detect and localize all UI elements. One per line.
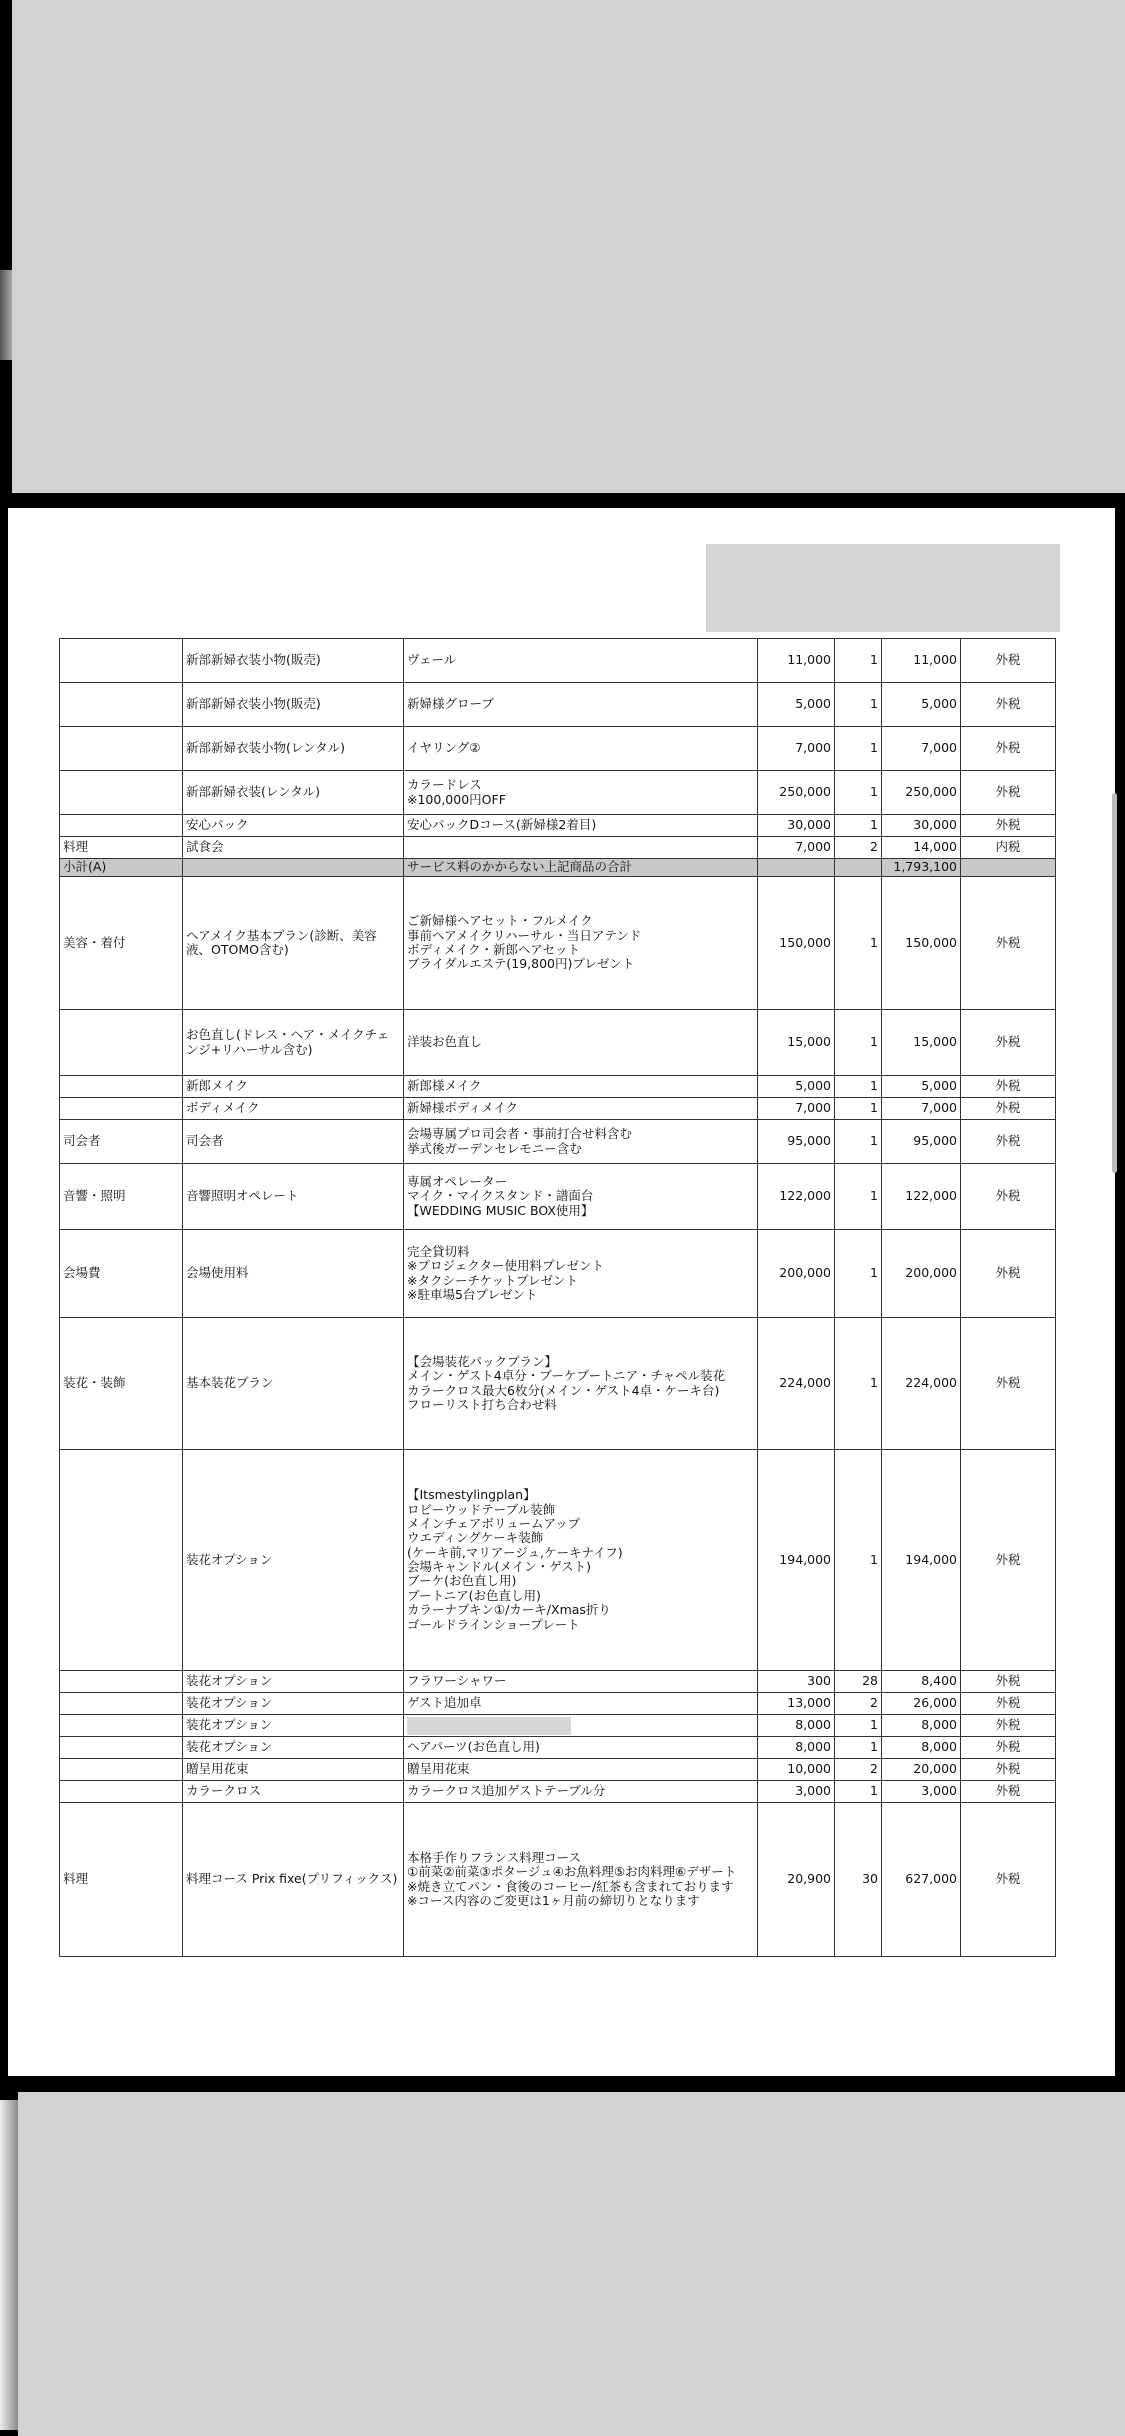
category-cell: [60, 1759, 183, 1781]
table-row: [60, 1671, 1056, 1693]
qty-cell: 1: [835, 727, 882, 771]
item-cell: 安心パック: [183, 815, 404, 837]
amount-cell: 7,000: [882, 727, 961, 771]
subtotal-label: 小計(A): [60, 859, 183, 877]
tax-cell: 外税: [961, 1803, 1056, 1957]
category-cell: [60, 1010, 183, 1076]
price-cell: 13,000: [758, 1693, 835, 1715]
edge-shadow: [0, 2100, 18, 2430]
tax-cell: 外税: [961, 877, 1056, 1010]
tax-cell: 外税: [961, 1318, 1056, 1450]
qty-cell: 1: [835, 771, 882, 815]
amount-cell: 150,000: [882, 877, 961, 1010]
desc-cell: 贈呈用花束: [404, 1759, 758, 1781]
desc-cell: 新婦様ボディメイク: [404, 1098, 758, 1120]
qty-cell: 1: [835, 1098, 882, 1120]
next-page-area: [18, 2092, 1125, 2436]
desc-cell: 新郎様メイク: [404, 1076, 758, 1098]
tax-cell: 外税: [961, 1693, 1056, 1715]
category-cell: [60, 1693, 183, 1715]
desc-cell: カラードレス ※100,000円OFF: [404, 771, 758, 815]
category-cell: [60, 1781, 183, 1803]
item-cell: 装花オプション: [183, 1450, 404, 1671]
item-cell: 会場使用料: [183, 1230, 404, 1318]
amount-cell: 200,000: [882, 1230, 961, 1318]
category-cell: [60, 639, 183, 683]
category-cell: [60, 1450, 183, 1671]
category-cell: [60, 683, 183, 727]
desc-cell: ご新婦様ヘアセット・フルメイク 事前ヘアメイクリハーサル・当日アテンド ボディメイク・新郎ヘアセット ブライダルエステ(19,800円)プレゼント: [404, 877, 758, 1010]
amount-cell: 20,000: [882, 1759, 961, 1781]
price-cell: 3,000: [758, 1781, 835, 1803]
item-cell: 装花オプション: [183, 1737, 404, 1759]
category-cell: [60, 1737, 183, 1759]
table-row: [60, 837, 1056, 859]
edge-shadow: [0, 270, 12, 360]
estimate-table: [59, 638, 1056, 1957]
price-cell: 11,000: [758, 639, 835, 683]
item-cell: お色直し(ドレス・ヘア・メイクチェンジ+リハーサル含む): [183, 1010, 404, 1076]
item-cell: 贈呈用花束: [183, 1759, 404, 1781]
item-cell: 料理コース Prix fixe(プリフィックス): [183, 1803, 404, 1957]
amount-cell: 224,000: [882, 1318, 961, 1450]
table-row: [60, 1120, 1056, 1164]
table-row: [60, 771, 1056, 815]
tax-cell: 外税: [961, 1098, 1056, 1120]
item-cell: 基本装花プラン: [183, 1318, 404, 1450]
price-cell: 15,000: [758, 1010, 835, 1076]
price-cell: 5,000: [758, 1076, 835, 1098]
item-cell: 新部新婦衣装小物(販売): [183, 683, 404, 727]
desc-cell: 洋装お色直し: [404, 1010, 758, 1076]
amount-cell: 7,000: [882, 1098, 961, 1120]
item-cell: 試食会: [183, 837, 404, 859]
category-cell: 美容・着付: [60, 877, 183, 1010]
amount-cell: 95,000: [882, 1120, 961, 1164]
price-cell: 300: [758, 1671, 835, 1693]
qty-cell: 1: [835, 1715, 882, 1737]
table-row: [60, 1737, 1056, 1759]
tax-cell: 外税: [961, 815, 1056, 837]
category-cell: 音響・照明: [60, 1164, 183, 1230]
category-cell: 司会者: [60, 1120, 183, 1164]
category-cell: [60, 1715, 183, 1737]
table-row: [60, 1450, 1056, 1671]
desc-cell: [404, 837, 758, 859]
desc-cell: ゲスト追加卓: [404, 1693, 758, 1715]
table-row: [60, 1230, 1056, 1318]
desc-cell: 安心パックDコース(新婦様2着目): [404, 815, 758, 837]
amount-cell: 8,000: [882, 1715, 961, 1737]
table-row: [60, 727, 1056, 771]
amount-cell: 15,000: [882, 1010, 961, 1076]
tax-cell: 外税: [961, 771, 1056, 815]
amount-cell: 627,000: [882, 1803, 961, 1957]
qty-cell: 1: [835, 1450, 882, 1671]
desc-cell: ヴェール: [404, 639, 758, 683]
item-cell: ボディメイク: [183, 1098, 404, 1120]
qty-cell: 1: [835, 815, 882, 837]
desc-cell: 完全貸切料 ※プロジェクター使用料プレゼント ※タクシーチケットプレゼント ※駐車場5台プレゼント: [404, 1230, 758, 1318]
qty-cell: 30: [835, 1803, 882, 1957]
price-cell: 7,000: [758, 727, 835, 771]
price-cell: 95,000: [758, 1120, 835, 1164]
item-cell: 装花オプション: [183, 1693, 404, 1715]
tax-cell: 外税: [961, 639, 1056, 683]
estimate-page: [8, 508, 1115, 2076]
item-cell: 新部新婦衣装小物(レンタル): [183, 727, 404, 771]
desc-cell: [404, 1715, 758, 1737]
item-cell: 新部新婦衣装小物(販売): [183, 639, 404, 683]
tax-cell: 外税: [961, 727, 1056, 771]
tax-cell: 外税: [961, 1737, 1056, 1759]
category-cell: [60, 771, 183, 815]
price-cell: 7,000: [758, 1098, 835, 1120]
qty-cell: 1: [835, 1010, 882, 1076]
item-cell: 司会者: [183, 1120, 404, 1164]
desc-cell: イヤリング②: [404, 727, 758, 771]
subtotal-desc: サービス料のかからない上記商品の合計: [404, 859, 758, 877]
category-cell: [60, 1671, 183, 1693]
price-cell: 122,000: [758, 1164, 835, 1230]
item-cell: 音響照明オペレート: [183, 1164, 404, 1230]
category-cell: 会場費: [60, 1230, 183, 1318]
amount-cell: 8,000: [882, 1737, 961, 1759]
category-cell: 料理: [60, 1803, 183, 1957]
qty-cell: 28: [835, 1671, 882, 1693]
category-cell: [60, 1076, 183, 1098]
item-cell: 装花オプション: [183, 1715, 404, 1737]
price-cell: 194,000: [758, 1450, 835, 1671]
amount-cell: 14,000: [882, 837, 961, 859]
item-cell: ヘアメイク基本プラン(診断、美容液、OTOMO含む): [183, 877, 404, 1010]
table-row: [60, 877, 1056, 1010]
qty-cell: 2: [835, 1759, 882, 1781]
qty-cell: 1: [835, 683, 882, 727]
qty-cell: 2: [835, 1693, 882, 1715]
amount-cell: 250,000: [882, 771, 961, 815]
table-row: [60, 1318, 1056, 1450]
amount-cell: 5,000: [882, 1076, 961, 1098]
desc-cell: フラワーシャワー: [404, 1671, 758, 1693]
table-row: [60, 1759, 1056, 1781]
qty-cell: 1: [835, 1318, 882, 1450]
category-cell: 料理: [60, 837, 183, 859]
price-cell: 10,000: [758, 1759, 835, 1781]
category-cell: 装花・装飾: [60, 1318, 183, 1450]
qty-cell: 1: [835, 877, 882, 1010]
scrollbar[interactable]: [1112, 793, 1117, 1173]
tax-cell: 外税: [961, 1671, 1056, 1693]
desc-cell: 会場専属プロ司会者・事前打合せ料含む 挙式後ガーデンセレモニー含む: [404, 1120, 758, 1164]
tax-cell: 外税: [961, 1164, 1056, 1230]
price-cell: 250,000: [758, 771, 835, 815]
previous-page-area: [12, 0, 1125, 493]
table-row: [60, 1076, 1056, 1098]
tax-cell: 外税: [961, 1010, 1056, 1076]
desc-cell: 新婦様グローブ: [404, 683, 758, 727]
price-cell: 30,000: [758, 815, 835, 837]
desc-cell: 【Itsmestylingplan】 ロビーウッドテーブル装飾 メインチェアボリュームアップ ウエディングケーキ装飾 (ケーキ前,マリアージュ,ケーキナイフ) 会場キャンドル(メイン・ゲスト) ブーケ(お色直し用) ブートニア(お色直し用) カラーナプキン①/カーキ/Xmas折り ゴールドラインショープレート: [404, 1450, 758, 1671]
tax-cell: 外税: [961, 1715, 1056, 1737]
qty-cell: 1: [835, 1230, 882, 1318]
item-cell: 装花オプション: [183, 1671, 404, 1693]
table-row: [60, 1781, 1056, 1803]
tax-cell: 外税: [961, 1759, 1056, 1781]
amount-cell: 194,000: [882, 1450, 961, 1671]
price-cell: 224,000: [758, 1318, 835, 1450]
tax-cell: 外税: [961, 1781, 1056, 1803]
item-cell: 新部新婦衣装(レンタル): [183, 771, 404, 815]
desc-cell: 専属オペレーター マイク・マイクスタンド・譜面台 【WEDDING MUSIC BOX使用】: [404, 1164, 758, 1230]
item-cell: 新郎メイク: [183, 1076, 404, 1098]
table-row: [60, 1098, 1056, 1120]
qty-cell: 1: [835, 1120, 882, 1164]
amount-cell: 8,400: [882, 1671, 961, 1693]
category-cell: [60, 1098, 183, 1120]
subtotal-row: [60, 859, 1056, 877]
tax-cell: 外税: [961, 1076, 1056, 1098]
redacted-text: [407, 1717, 571, 1735]
amount-cell: 11,000: [882, 639, 961, 683]
tax-cell: 外税: [961, 683, 1056, 727]
table-row: [60, 1693, 1056, 1715]
amount-cell: 5,000: [882, 683, 961, 727]
price-cell: 8,000: [758, 1715, 835, 1737]
table-row: [60, 1803, 1056, 1957]
qty-cell: 1: [835, 639, 882, 683]
subtotal-amount: 1,793,100: [882, 859, 961, 877]
qty-cell: 1: [835, 1781, 882, 1803]
table-row: [60, 1164, 1056, 1230]
price-cell: 150,000: [758, 877, 835, 1010]
amount-cell: 26,000: [882, 1693, 961, 1715]
desc-cell: カラークロス追加ゲストテーブル分: [404, 1781, 758, 1803]
qty-cell: 2: [835, 837, 882, 859]
qty-cell: 1: [835, 1076, 882, 1098]
price-cell: 20,900: [758, 1803, 835, 1957]
table-row: [60, 683, 1056, 727]
tax-cell: 内税: [961, 837, 1056, 859]
desc-cell: 【会場装花パックプラン】 メイン・ゲスト4卓分・ブーケブートニア・チャペル装花 カラークロス最大6枚分(メイン・ゲスト4卓・ケーキ台) フローリスト打ち合わせ料: [404, 1318, 758, 1450]
qty-cell: 1: [835, 1164, 882, 1230]
amount-cell: 122,000: [882, 1164, 961, 1230]
table-row: [60, 815, 1056, 837]
amount-cell: 3,000: [882, 1781, 961, 1803]
qty-cell: 1: [835, 1737, 882, 1759]
price-cell: 5,000: [758, 683, 835, 727]
price-cell: 7,000: [758, 837, 835, 859]
tax-cell: 外税: [961, 1230, 1056, 1318]
tax-cell: 外税: [961, 1120, 1056, 1164]
price-cell: 8,000: [758, 1737, 835, 1759]
redacted-header-box: [706, 544, 1060, 632]
desc-cell: ヘアパーツ(お色直し用): [404, 1737, 758, 1759]
tax-cell: 外税: [961, 1450, 1056, 1671]
item-cell: カラークロス: [183, 1781, 404, 1803]
amount-cell: 30,000: [882, 815, 961, 837]
table-row: [60, 639, 1056, 683]
category-cell: [60, 815, 183, 837]
category-cell: [60, 727, 183, 771]
desc-cell: 本格手作りフランス料理コース ①前菜②前菜③ポタージュ④お魚料理⑤お肉料理⑥デザート ※焼き立てパン・食後のコーヒー/紅茶も含まれております ※コース内容のご変更は1ヶ月前の締切りとなります: [404, 1803, 758, 1957]
table-row: [60, 1715, 1056, 1737]
price-cell: 200,000: [758, 1230, 835, 1318]
table-row: [60, 1010, 1056, 1076]
